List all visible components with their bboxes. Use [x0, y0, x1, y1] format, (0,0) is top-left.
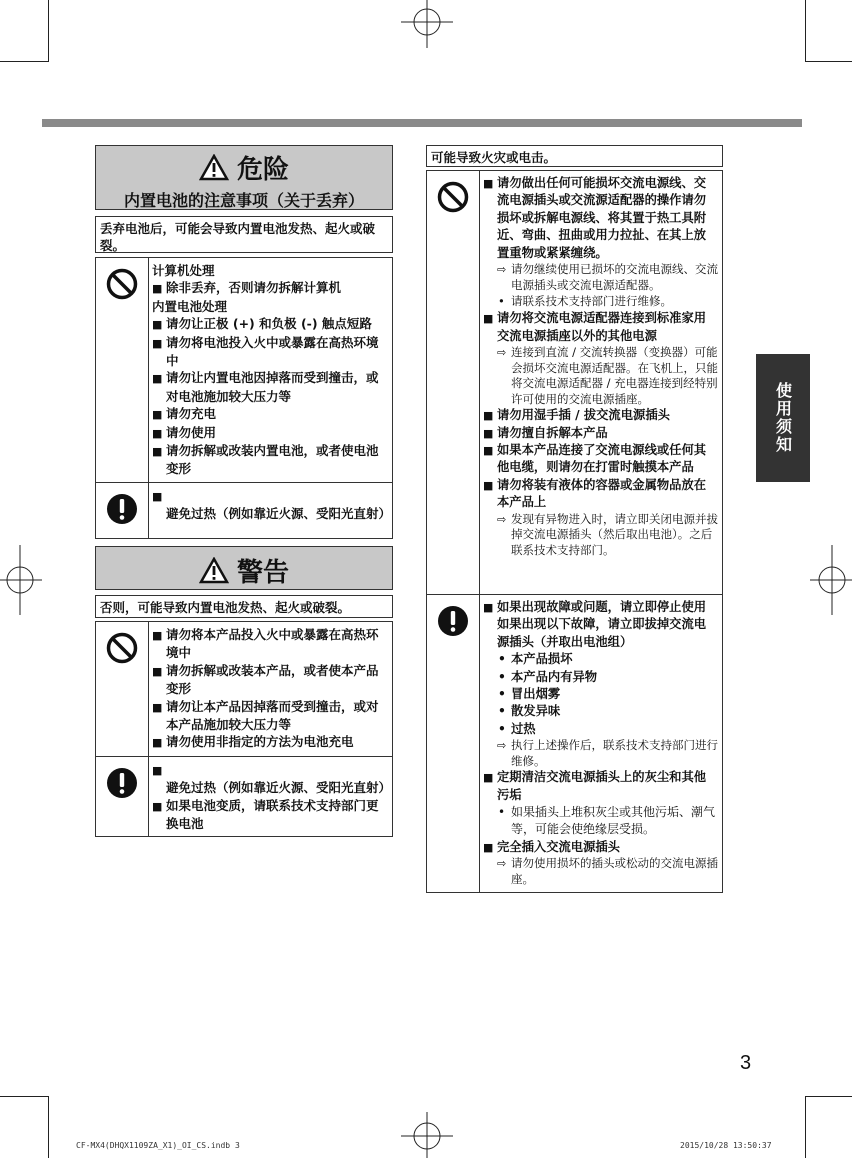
warning-item: ■ 请勿将本产品投入火中或暴露在高热环境中	[152, 626, 388, 662]
danger-item: ■ 请勿充电	[152, 405, 388, 423]
warning-header	[95, 546, 393, 590]
danger-item: ■ 请勿让内置电池因掉落而受到撞击，或对电池施加较大压力等	[152, 369, 388, 405]
warning-mandatory-cell	[96, 756, 149, 837]
prohibited-icon	[106, 632, 138, 664]
warning-triangle-icon	[199, 154, 229, 181]
right-mandatory-cell	[427, 595, 480, 893]
registration-mark-left	[0, 545, 44, 615]
right-bullet: • 如果插头上堆积灰尘或其他污垢、潮气等，可能会使绝缘层受损。	[483, 804, 718, 839]
footer-right: 2015/10/28 13:50:37	[680, 1141, 772, 1150]
side-tab: 使用须知	[756, 354, 810, 482]
warning-mandatory-item: ■ 如果电池变质，请联系技术支持部门更换电池	[152, 797, 388, 833]
danger-title: 危险	[236, 155, 289, 185]
fault-bullet: • 过热	[483, 721, 718, 738]
right-subnote: ⇨ 连接到直流 / 交流转换器（变换器）可能会损坏交流电源适配器。在飞机上，只能将交流电源适配器 / 充电器连接到经特别许可使用的交流电源插座。	[483, 345, 718, 407]
warning-item: ■ 请勿拆解或改装本产品，或者使本产品变形	[152, 662, 388, 698]
warning-mandatory-item: ■ 避免过热（例如靠近火源、受阳光直射）	[152, 761, 388, 797]
prohibited-icon	[437, 181, 469, 213]
right-mandatory-item: ■ 定期清洁交流电源插头上的灰尘和其他污垢	[483, 769, 718, 804]
danger-item: ■ 除非丢弃，否则请勿拆解计算机	[152, 279, 388, 297]
danger-prohibit-text	[149, 258, 393, 483]
right-item: ■ 请勿擅自拆解本产品	[483, 425, 718, 442]
danger-table	[95, 257, 393, 539]
right-prohibit-text	[480, 171, 723, 595]
warning-table	[95, 621, 393, 837]
danger-mandatory-cell	[96, 482, 149, 538]
right-bullet: • 请联系技术支持部门进行维修。	[483, 293, 718, 310]
danger-prohibit-cell	[96, 258, 149, 483]
page-number: 3	[740, 1052, 752, 1074]
mandatory-icon	[106, 767, 138, 799]
right-table	[426, 170, 723, 893]
right-subnote: ⇨ 执行上述操作后，联系技术支持部门进行维修。	[483, 738, 718, 769]
right-item: ■ 请勿做出任何可能损坏交流电源线、交流电源插头或交流源适配器的操作请勿损坏或拆解电源线、将其置于热工具附近、弯曲、扭曲或用力拉扯、在其上放置重物或紧紧缠绕。	[483, 175, 718, 262]
right-subnote: ⇨ 请勿使用损坏的插头或松动的交流电源插座。	[483, 856, 718, 887]
danger-item: ■ 请勿使用	[152, 424, 388, 442]
right-mandatory-item: ■ 如果出现故障或问题，请立即停止使用如果出现以下故障，请立即拔掉交流电源插头（并取出电池组）	[483, 599, 718, 651]
right-mandatory-item: ■ 完全插入交流电源插头	[483, 839, 718, 856]
prohibited-icon	[106, 268, 138, 300]
warning-title: 警告	[236, 558, 289, 588]
danger-head-battery: 内置电池处理	[152, 298, 228, 314]
danger-header	[95, 145, 393, 210]
right-subnote: ⇨ 请勿继续使用已损坏的交流电源线、交流电源插头或交流电源适配器。	[483, 262, 718, 293]
danger-note: 丢弃电池后，可能会导致内置电池发热、起火或破裂。	[95, 216, 393, 253]
fault-bullet: • 散发异味	[483, 703, 718, 720]
fault-bullet: • 本产品损坏	[483, 651, 718, 668]
right-mandatory-text	[480, 595, 723, 893]
warning-item: ■ 请勿让本产品因掉落而受到撞击，或对本产品施加较大压力等	[152, 698, 388, 734]
right-item: ■ 请勿将装有液体的容器或金属物品放在本产品上	[483, 477, 718, 512]
warning-triangle-icon	[199, 557, 229, 584]
danger-item: ■ 请勿让正极 (+) 和负极 (-) 触点短路	[152, 315, 388, 333]
warning-prohibit-cell	[96, 622, 149, 757]
right-prohibit-cell	[427, 171, 480, 595]
fault-bullet: • 本产品内有异物	[483, 669, 718, 686]
mandatory-icon	[106, 493, 138, 525]
danger-subtitle: 内置电池的注意事项（关于丢弃）	[123, 191, 364, 210]
danger-item: ■ 请勿拆解或改装内置电池，或者使电池变形	[152, 442, 388, 478]
warning-item: ■ 请勿使用非指定的方法为电池充电	[152, 733, 388, 751]
registration-mark-top	[395, 0, 459, 50]
right-note: 可能导致火灾或电击。	[426, 145, 723, 167]
registration-mark-bottom	[395, 1112, 459, 1158]
top-rule	[42, 119, 802, 127]
warning-prohibit-text	[149, 622, 393, 757]
danger-head-computer: 计算机处理	[152, 263, 215, 278]
footer-left: CF-MX4(DHQX1109ZA_X1)_OI_CS.indb 3	[76, 1141, 240, 1150]
right-item: ■ 请勿用湿手插 / 拔交流电源插头	[483, 407, 718, 424]
registration-mark-right	[808, 545, 852, 615]
warning-mandatory-text	[149, 756, 393, 837]
danger-item: ■ 请勿将电池投入火中或暴露在高热环境中	[152, 334, 388, 370]
warning-note: 否则，可能导致内置电池发热、起火或破裂。	[95, 595, 393, 618]
mandatory-icon	[437, 605, 469, 637]
right-item: ■ 请勿将交流电源适配器连接到标准家用交流电源插座以外的其他电源	[483, 310, 718, 345]
danger-mandatory-text	[149, 482, 393, 538]
right-subnote: ⇨ 发现有异物进入时，请立即关闭电源并拔掉交流电源插头（然后取出电池）。之后联系技术支持部门。	[483, 512, 718, 559]
fault-bullet: • 冒出烟雾	[483, 686, 718, 703]
right-item: ■ 如果本产品连接了交流电源线或任何其他电缆，则请勿在打雷时触摸本产品	[483, 442, 718, 477]
danger-mandatory-item: ■ 避免过热（例如靠近火源、受阳光直射）	[152, 487, 388, 523]
